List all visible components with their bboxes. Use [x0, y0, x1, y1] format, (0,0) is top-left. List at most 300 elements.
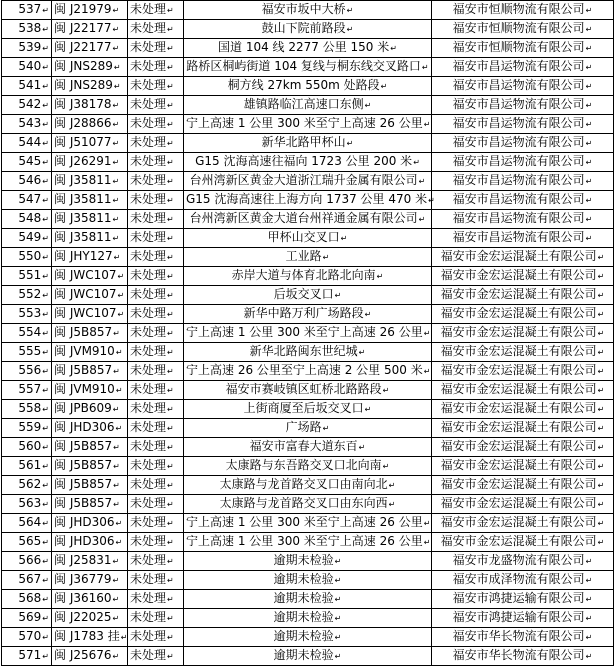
plate-number-cell: [52, 191, 128, 210]
paragraph-mark-icon: ↵: [42, 196, 49, 205]
company-cell: [432, 476, 614, 495]
plate-number-cell: [52, 324, 128, 343]
paragraph-mark-icon: ↵: [167, 25, 174, 34]
plate-number-text: 闽 JVM910: [54, 382, 115, 396]
location-text: 台州湾新区黄金大道台州祥通金属有限公司: [189, 211, 418, 225]
company-cell: [432, 77, 614, 96]
row-number-cell: [2, 514, 52, 533]
row-number-text: 566: [18, 553, 42, 567]
status-text: 未处理: [130, 21, 167, 35]
paragraph-mark-icon: ↵: [113, 82, 121, 91]
paragraph-mark-icon: ↵: [113, 443, 120, 452]
paragraph-mark-icon: ↵: [597, 500, 605, 509]
location-cell: [184, 590, 432, 609]
location-text: 逾期未检验: [273, 610, 334, 624]
company-text: 福安市金宏运混凝土有限公司: [440, 382, 597, 396]
paragraph-mark-icon: ↵: [42, 538, 49, 547]
paragraph-mark-icon: ↵: [597, 424, 605, 433]
company-text: 福安市鸿捷运输有限公司: [452, 610, 585, 624]
row-number-cell: [2, 343, 52, 362]
status-cell: [128, 172, 184, 191]
status-cell: [128, 267, 184, 286]
company-text: 福安市金宏运混凝土有限公司: [440, 401, 597, 415]
company-cell: [432, 381, 614, 400]
paragraph-mark-icon: ↵: [167, 177, 174, 186]
paragraph-mark-icon: ↵: [358, 443, 366, 452]
company-cell: [432, 267, 614, 286]
paragraph-mark-icon: ↵: [42, 63, 49, 72]
paragraph-mark-icon: ↵: [167, 63, 174, 72]
paragraph-mark-icon: ↵: [113, 462, 120, 471]
location-text: 宁上高速 26 公里至宁上高速 2 公里 500 米: [186, 363, 423, 377]
company-text: 福安市昌运物流有限公司: [452, 97, 585, 111]
paragraph-mark-icon: ↵: [42, 177, 49, 186]
status-text: 未处理: [130, 287, 167, 301]
row-number-text: 559: [18, 420, 42, 434]
location-cell: [184, 58, 432, 77]
location-text: 工业路: [285, 249, 322, 263]
paragraph-mark-icon: ↵: [364, 310, 372, 319]
paragraph-mark-icon: ↵: [597, 272, 605, 281]
table-row: [2, 628, 614, 647]
status-cell: [128, 96, 184, 115]
row-number-cell: [2, 172, 52, 191]
company-text: 福安市金宏运混凝土有限公司: [440, 363, 597, 377]
paragraph-mark-icon: ↵: [167, 405, 174, 414]
paragraph-mark-icon: ↵: [167, 633, 174, 642]
location-cell: [184, 628, 432, 647]
status-cell: [128, 77, 184, 96]
location-text: 台州湾新区黄金大道浙江瑞升金属有限公司: [189, 173, 418, 187]
paragraph-mark-icon: ↵: [334, 652, 342, 661]
company-text: 福安市昌运物流有限公司: [452, 78, 585, 92]
status-cell: [128, 286, 184, 305]
location-text: 上街商厦至后坂交叉口: [243, 401, 364, 415]
status-cell: [128, 20, 184, 39]
location-cell: [184, 609, 432, 628]
paragraph-mark-icon: ↵: [334, 614, 342, 623]
row-number-cell: [2, 248, 52, 267]
paragraph-mark-icon: ↵: [113, 500, 120, 509]
company-cell: [432, 647, 614, 666]
paragraph-mark-icon: ↵: [42, 310, 49, 319]
status-cell: [128, 58, 184, 77]
plate-number-text: 闽 J5B857: [54, 363, 113, 377]
plate-number-text: 闽 J22177: [54, 40, 112, 54]
plate-number-text: 闽 J35811: [54, 192, 112, 206]
paragraph-mark-icon: ↵: [42, 405, 49, 414]
status-cell: [128, 552, 184, 571]
status-text: 未处理: [130, 192, 167, 206]
row-number-text: 547: [18, 192, 42, 206]
table-row: [2, 457, 614, 476]
status-cell: [128, 153, 184, 172]
plate-number-cell: [52, 153, 128, 172]
paragraph-mark-icon: ↵: [167, 44, 174, 53]
row-number-text: 555: [18, 344, 42, 358]
company-text: 福安市金宏运混凝土有限公司: [440, 515, 597, 529]
paragraph-mark-icon: ↵: [585, 120, 593, 129]
status-text: 未处理: [130, 230, 167, 244]
company-text: 福安市金宏运混凝土有限公司: [440, 439, 597, 453]
location-cell: [184, 533, 432, 552]
company-text: 福安市金宏运混凝土有限公司: [440, 344, 597, 358]
row-number-text: 563: [18, 496, 42, 510]
status-cell: [128, 343, 184, 362]
table-row: [2, 362, 614, 381]
paragraph-mark-icon: ↵: [334, 576, 342, 585]
status-text: 未处理: [130, 97, 167, 111]
paragraph-mark-icon: ↵: [115, 386, 123, 395]
paragraph-mark-icon: ↵: [380, 82, 388, 91]
location-text: 宁上高速 1 公里 300 米至宁上高速 26 公里: [186, 534, 423, 548]
paragraph-mark-icon: ↵: [42, 367, 49, 376]
location-text: 太康路与东吾路交叉口北向南: [225, 458, 382, 472]
paragraph-mark-icon: ↵: [346, 139, 354, 148]
status-text: 未处理: [130, 382, 167, 396]
company-cell: [432, 533, 614, 552]
table-row: [2, 96, 614, 115]
row-number-cell: [2, 134, 52, 153]
location-text: 逾期未检验: [273, 648, 334, 662]
paragraph-mark-icon: ↵: [585, 139, 593, 148]
row-number-cell: [2, 96, 52, 115]
status-text: 未处理: [130, 591, 167, 605]
table-row: [2, 305, 614, 324]
row-number-cell: [2, 210, 52, 229]
plate-number-cell: [52, 39, 128, 58]
plate-number-cell: [52, 248, 128, 267]
status-text: 未处理: [130, 135, 167, 149]
paragraph-mark-icon: ↵: [585, 63, 593, 72]
paragraph-mark-icon: ↵: [418, 177, 426, 186]
status-text: 未处理: [130, 553, 167, 567]
paragraph-mark-icon: ↵: [585, 576, 593, 585]
status-cell: [128, 191, 184, 210]
company-cell: [432, 419, 614, 438]
company-text: 福安市华长物流有限公司: [452, 648, 585, 662]
status-cell: [128, 647, 184, 666]
paragraph-mark-icon: ↵: [42, 6, 49, 15]
table-row: [2, 343, 614, 362]
plate-number-text: 闽 J22025: [54, 610, 112, 624]
paragraph-mark-icon: ↵: [167, 652, 174, 661]
location-cell: [184, 172, 432, 191]
location-cell: [184, 362, 432, 381]
paragraph-mark-icon: ↵: [42, 424, 49, 433]
company-cell: [432, 210, 614, 229]
location-text: 新华北路甲杯山: [261, 135, 346, 149]
row-number-cell: [2, 362, 52, 381]
paragraph-mark-icon: ↵: [167, 443, 174, 452]
paragraph-mark-icon: ↵: [42, 557, 49, 566]
table-row: [2, 438, 614, 457]
paragraph-mark-icon: ↵: [364, 101, 372, 110]
row-number-text: 539: [18, 40, 42, 54]
company-cell: [432, 495, 614, 514]
location-text: G15 沈海高速往福向 1723 公里 200 米: [195, 154, 413, 168]
plate-number-cell: [52, 571, 128, 590]
location-cell: [184, 96, 432, 115]
company-text: 福安市昌运物流有限公司: [452, 230, 585, 244]
status-text: 未处理: [130, 477, 167, 491]
paragraph-mark-icon: ↵: [597, 348, 605, 357]
company-cell: [432, 96, 614, 115]
row-number-cell: [2, 58, 52, 77]
location-text: 广场路: [285, 420, 322, 434]
paragraph-mark-icon: ↵: [585, 82, 593, 91]
company-cell: [432, 362, 614, 381]
plate-number-cell: [52, 267, 128, 286]
paragraph-mark-icon: ↵: [113, 329, 120, 338]
row-number-text: 545: [18, 154, 42, 168]
row-number-text: 560: [18, 439, 42, 453]
paragraph-mark-icon: ↵: [597, 386, 605, 395]
paragraph-mark-icon: ↵: [585, 614, 593, 623]
table-row: [2, 400, 614, 419]
company-cell: [432, 248, 614, 267]
row-number-text: 567: [18, 572, 42, 586]
paragraph-mark-icon: ↵: [112, 557, 120, 566]
status-text: 未处理: [130, 648, 167, 662]
plate-number-cell: [52, 590, 128, 609]
plate-number-text: 闽 JWC107: [54, 287, 117, 301]
paragraph-mark-icon: ↵: [167, 82, 174, 91]
row-number-text: 561: [18, 458, 42, 472]
paragraph-mark-icon: ↵: [42, 595, 49, 604]
company-cell: [432, 172, 614, 191]
table-body: [2, 1, 614, 666]
plate-number-text: 闽 J25831: [54, 553, 112, 567]
plate-number-cell: [52, 286, 128, 305]
paragraph-mark-icon: ↵: [112, 614, 120, 623]
row-number-cell: [2, 267, 52, 286]
company-text: 福安市昌运物流有限公司: [452, 135, 585, 149]
paragraph-mark-icon: ↵: [42, 652, 49, 661]
paragraph-mark-icon: ↵: [112, 6, 120, 15]
paragraph-mark-icon: ↵: [167, 557, 174, 566]
paragraph-mark-icon: ↵: [112, 101, 120, 110]
paragraph-mark-icon: ↵: [597, 291, 605, 300]
paragraph-mark-icon: ↵: [167, 310, 174, 319]
paragraph-mark-icon: ↵: [42, 25, 49, 34]
location-cell: [184, 134, 432, 153]
company-text: 福安市昌运物流有限公司: [452, 154, 585, 168]
paragraph-mark-icon: ↵: [358, 348, 366, 357]
paragraph-mark-icon: ↵: [334, 291, 342, 300]
plate-number-text: 闽 J1783 挂: [54, 629, 120, 643]
location-text: 甲杯山交叉口: [267, 230, 340, 244]
status-cell: [128, 495, 184, 514]
location-cell: [184, 77, 432, 96]
paragraph-mark-icon: ↵: [167, 139, 174, 148]
plate-number-cell: [52, 134, 128, 153]
paragraph-mark-icon: ↵: [585, 177, 593, 186]
paragraph-mark-icon: ↵: [167, 481, 174, 490]
paragraph-mark-icon: ↵: [423, 329, 431, 338]
status-text: 未处理: [130, 173, 167, 187]
company-text: 福安市金宏运混凝土有限公司: [440, 477, 597, 491]
plate-number-text: 闽 J36779: [54, 572, 112, 586]
plate-number-text: 闽 J51077: [54, 135, 112, 149]
location-cell: [184, 229, 432, 248]
plate-number-cell: [52, 229, 128, 248]
row-number-cell: [2, 647, 52, 666]
plate-number-text: 闽 J35811: [54, 211, 112, 225]
table-row: [2, 286, 614, 305]
plate-number-text: 闽 JHD306: [54, 420, 115, 434]
paragraph-mark-icon: ↵: [597, 519, 605, 528]
paragraph-mark-icon: ↵: [167, 215, 174, 224]
paragraph-mark-icon: ↵: [42, 386, 49, 395]
status-text: 未处理: [130, 534, 167, 548]
plate-number-text: 闽 J5B857: [54, 439, 113, 453]
status-cell: [128, 609, 184, 628]
company-text: 福安市金宏运混凝土有限公司: [440, 268, 597, 282]
location-cell: [184, 39, 432, 58]
plate-number-cell: [52, 58, 128, 77]
status-cell: [128, 457, 184, 476]
location-text: 逾期未检验: [273, 572, 334, 586]
paragraph-mark-icon: ↵: [42, 576, 49, 585]
company-text: 福安市鸿捷运输有限公司: [452, 591, 585, 605]
table-row: [2, 115, 614, 134]
violation-records-table: [1, 0, 614, 666]
row-number-cell: [2, 305, 52, 324]
status-text: 未处理: [130, 439, 167, 453]
location-text: 逾期未检验: [273, 553, 334, 567]
table-row: [2, 552, 614, 571]
company-cell: [432, 191, 614, 210]
location-cell: [184, 343, 432, 362]
paragraph-mark-icon: ↵: [42, 481, 49, 490]
paragraph-mark-icon: ↵: [42, 272, 49, 281]
company-cell: [432, 609, 614, 628]
company-text: 福安市金宏运混凝土有限公司: [440, 534, 597, 548]
row-number-cell: [2, 381, 52, 400]
plate-number-text: 闽 J28866: [54, 116, 112, 130]
plate-number-cell: [52, 533, 128, 552]
row-number-cell: [2, 39, 52, 58]
status-text: 未处理: [130, 211, 167, 225]
row-number-text: 570: [18, 629, 42, 643]
plate-number-cell: [52, 628, 128, 647]
table-row: [2, 514, 614, 533]
row-number-text: 562: [18, 477, 42, 491]
paragraph-mark-icon: ↵: [597, 405, 605, 414]
company-text: 福安市恒顺物流有限公司: [452, 21, 585, 35]
row-number-cell: [2, 628, 52, 647]
company-cell: [432, 229, 614, 248]
company-cell: [432, 305, 614, 324]
paragraph-mark-icon: ↵: [585, 595, 593, 604]
paragraph-mark-icon: ↵: [340, 234, 348, 243]
plate-number-text: 闽 JHD306: [54, 534, 115, 548]
company-cell: [432, 134, 614, 153]
paragraph-mark-icon: ↵: [413, 158, 420, 167]
table-row: [2, 77, 614, 96]
paragraph-mark-icon: ↵: [597, 443, 605, 452]
location-text: 福安市赛岐镇区虹桥北路路段: [225, 382, 382, 396]
status-cell: [128, 419, 184, 438]
company-cell: [432, 39, 614, 58]
paragraph-mark-icon: ↵: [382, 462, 390, 471]
row-number-text: 540: [18, 59, 42, 73]
plate-number-text: 闽 JVM910: [54, 344, 115, 358]
plate-number-cell: [52, 438, 128, 457]
paragraph-mark-icon: ↵: [597, 329, 605, 338]
paragraph-mark-icon: ↵: [421, 63, 429, 72]
paragraph-mark-icon: ↵: [167, 500, 174, 509]
status-text: 未处理: [130, 496, 167, 510]
paragraph-mark-icon: ↵: [112, 120, 120, 129]
paragraph-mark-icon: ↵: [115, 348, 123, 357]
plate-number-cell: [52, 210, 128, 229]
status-cell: [128, 1, 184, 20]
row-number-cell: [2, 286, 52, 305]
paragraph-mark-icon: ↵: [42, 139, 49, 148]
row-number-cell: [2, 609, 52, 628]
company-cell: [432, 590, 614, 609]
location-text: 福安市坂中大桥: [261, 2, 346, 16]
plate-number-text: 闽 J5B857: [54, 325, 113, 339]
paragraph-mark-icon: ↵: [112, 25, 120, 34]
location-cell: [184, 324, 432, 343]
plate-number-cell: [52, 77, 128, 96]
table-row: [2, 495, 614, 514]
location-text: 国道 104 线 2277 公里 150 米: [218, 40, 390, 54]
status-cell: [128, 590, 184, 609]
row-number-text: 556: [18, 363, 42, 377]
status-text: 未处理: [130, 2, 167, 16]
paragraph-mark-icon: ↵: [42, 234, 49, 243]
location-cell: [184, 552, 432, 571]
paragraph-mark-icon: ↵: [597, 367, 605, 376]
company-cell: [432, 552, 614, 571]
paragraph-mark-icon: ↵: [585, 633, 593, 642]
company-cell: [432, 20, 614, 39]
paragraph-mark-icon: ↵: [167, 348, 174, 357]
paragraph-mark-icon: ↵: [113, 253, 121, 262]
paragraph-mark-icon: ↵: [167, 462, 174, 471]
plate-number-cell: [52, 514, 128, 533]
paragraph-mark-icon: ↵: [585, 234, 593, 243]
table-row: [2, 647, 614, 666]
paragraph-mark-icon: ↵: [112, 652, 120, 661]
paragraph-mark-icon: ↵: [117, 272, 125, 281]
paragraph-mark-icon: ↵: [42, 500, 49, 509]
location-cell: [184, 305, 432, 324]
paragraph-mark-icon: ↵: [585, 25, 593, 34]
paragraph-mark-icon: ↵: [167, 386, 174, 395]
location-cell: [184, 495, 432, 514]
row-number-text: 542: [18, 97, 42, 111]
location-text: 逾期未检验: [273, 591, 334, 605]
row-number-text: 552: [18, 287, 42, 301]
paragraph-mark-icon: ↵: [112, 405, 120, 414]
status-text: 未处理: [130, 40, 167, 54]
paragraph-mark-icon: ↵: [42, 291, 49, 300]
table-row: [2, 210, 614, 229]
plate-number-text: 闽 J21979: [54, 2, 112, 16]
location-cell: [184, 191, 435, 210]
paragraph-mark-icon: ↵: [376, 272, 384, 281]
row-number-text: 538: [18, 21, 42, 35]
location-text: 桐方线 27km 550m 处路段: [227, 78, 380, 92]
row-number-text: 548: [18, 211, 42, 225]
company-text: 福安市昌运物流有限公司: [452, 173, 585, 187]
paragraph-mark-icon: ↵: [112, 158, 120, 167]
